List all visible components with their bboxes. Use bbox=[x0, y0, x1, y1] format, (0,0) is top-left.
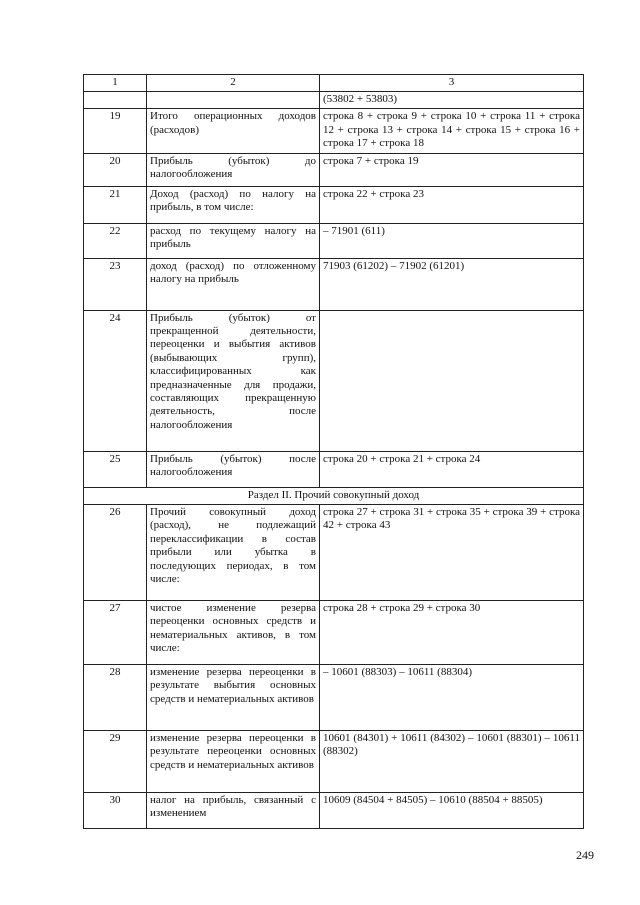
row-formula: строка 20 + строка 21 + строка 24 bbox=[320, 451, 584, 487]
table-row bbox=[84, 258, 584, 310]
table-row bbox=[84, 793, 584, 829]
table-row bbox=[84, 601, 584, 665]
row-description: расход по текущему налогу на прибыль bbox=[147, 223, 320, 258]
row-description: Прибыль (убыток) до налогообложения bbox=[147, 153, 320, 186]
row-formula: – 10601 (88303) – 10611 (88304) bbox=[320, 665, 584, 731]
row-number: 21 bbox=[84, 186, 147, 223]
row-number: 24 bbox=[84, 310, 147, 451]
row-formula: строка 28 + строка 29 + строка 30 bbox=[320, 601, 584, 665]
header-col-1: 1 bbox=[84, 75, 147, 92]
row-number: 27 bbox=[84, 601, 147, 665]
row-number: 25 bbox=[84, 451, 147, 487]
row-formula: строка 8 + строка 9 + строка 10 + строка 11 + строка 12 + строка 13 + строка 14 + строка 15 + строка 16 + строка 17 + строка 18 bbox=[320, 109, 584, 153]
row-description: чистое изменение резерва переоценки основных средств и нематериальных активов, в том числе: bbox=[147, 601, 320, 665]
row-formula: – 71901 (611) bbox=[320, 223, 584, 258]
row-number: 26 bbox=[84, 505, 147, 601]
row-number: 23 bbox=[84, 258, 147, 310]
table-row bbox=[84, 92, 584, 109]
table-row bbox=[84, 451, 584, 487]
row-description: изменение резерва переоценки в результате переоценки основных средств и нематериальных активов bbox=[147, 731, 320, 793]
table-row bbox=[84, 731, 584, 793]
row-number: 20 bbox=[84, 153, 147, 186]
header-col-2: 2 bbox=[147, 75, 320, 92]
table-header-row bbox=[84, 75, 584, 92]
row-formula: строка 22 + строка 23 bbox=[320, 186, 584, 223]
table-row bbox=[84, 665, 584, 731]
table-row bbox=[84, 223, 584, 258]
row-formula: (53802 + 53803) bbox=[320, 92, 584, 109]
row-description: Доход (расход) по налогу на прибыль, в том числе: bbox=[147, 186, 320, 223]
row-description: Прибыль (убыток) от прекращенной деятельности, переоценки и выбытия активов (выбывающих групп), классифицированных как предназначенные для продажи, составляющих прекращенную деятельность, после налогообложения bbox=[147, 310, 320, 451]
row-number: 29 bbox=[84, 731, 147, 793]
accounting-table bbox=[83, 74, 584, 829]
table-row bbox=[84, 310, 584, 451]
table-row bbox=[84, 505, 584, 601]
section-title: Раздел II. Прочий совокупный доход bbox=[84, 487, 584, 504]
row-formula: строка 7 + строка 19 bbox=[320, 153, 584, 186]
row-number: 28 bbox=[84, 665, 147, 731]
row-formula bbox=[320, 310, 584, 451]
row-description: налог на прибыль, связанный с изменением bbox=[147, 793, 320, 829]
row-description: Прочий совокупный доход (расход), не подлежащий переклассификации в состав прибыли или убытка в последующих периодах, в том числе: bbox=[147, 505, 320, 601]
row-description bbox=[147, 92, 320, 109]
row-number: 30 bbox=[84, 793, 147, 829]
header-col-3: 3 bbox=[320, 75, 584, 92]
section-row bbox=[84, 487, 584, 504]
row-formula: 10601 (84301) + 10611 (84302) – 10601 (88301) – 10611 (88302) bbox=[320, 731, 584, 793]
page-number: 249 bbox=[576, 848, 594, 862]
table-row bbox=[84, 186, 584, 223]
table-row bbox=[84, 109, 584, 153]
row-description: Итого операционных доходов (расходов) bbox=[147, 109, 320, 153]
row-number: 22 bbox=[84, 223, 147, 258]
row-description: изменение резерва переоценки в результате выбытия основных средств и нематериальных активов bbox=[147, 665, 320, 731]
row-number bbox=[84, 92, 147, 109]
row-formula: 10609 (84504 + 84505) – 10610 (88504 + 88505) bbox=[320, 793, 584, 829]
row-formula: строка 27 + строка 31 + строка 35 + строка 39 + строка 42 + строка 43 bbox=[320, 505, 584, 601]
row-formula: 71903 (61202) – 71902 (61201) bbox=[320, 258, 584, 310]
row-number: 19 bbox=[84, 109, 147, 153]
table-row bbox=[84, 153, 584, 186]
row-description: доход (расход) по отложенному налогу на прибыль bbox=[147, 258, 320, 310]
row-description: Прибыль (убыток) после налогообложения bbox=[147, 451, 320, 487]
